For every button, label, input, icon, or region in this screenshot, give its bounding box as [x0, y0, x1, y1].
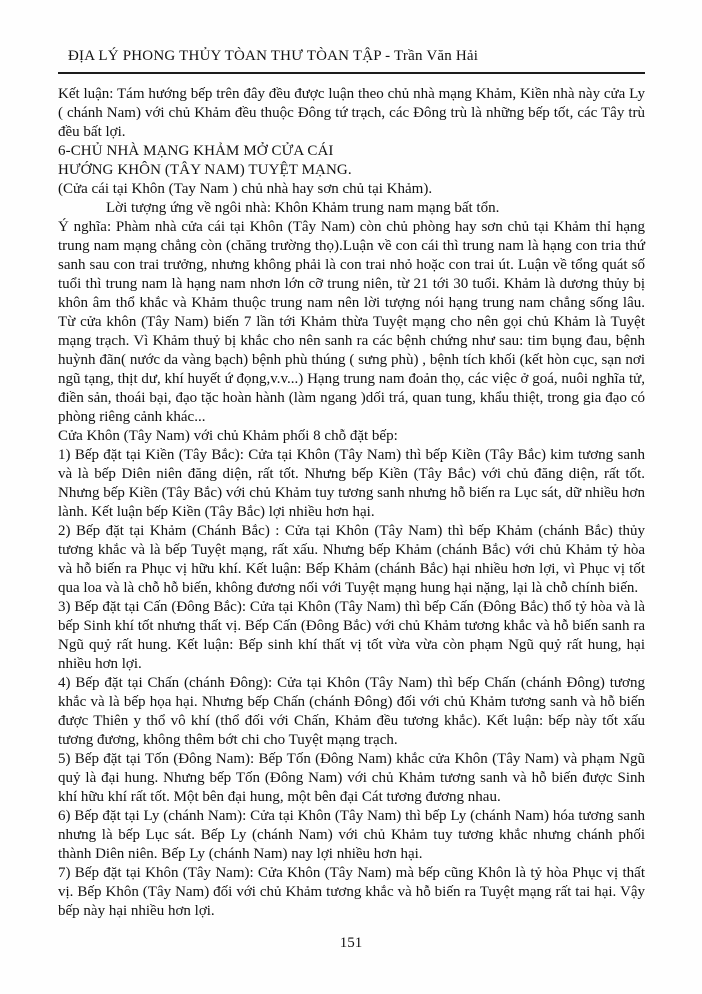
header-divider: [58, 72, 645, 74]
paragraph-stove-1-kien: 1) Bếp đặt tại Kiền (Tây Bắc): Cửa tại Khôn (Tây Nam) thì bếp Kiền (Tây Bắc) kim tương sanh và là bếp Diên niên đăng diện, rất tốt. Nhưng bếp Kiền (Tây Bắc) với chủ đăng diện, rất tốt. Nhưng bếp Kiền (Tây Bắc) với chủ Khảm tuy tương sanh nhưng hỗ biến ra Lục sát, dữ nhiều hơn lành. Kết luận bếp Kiền (Tây Bắc) lợi nhiều hơn hại.: [58, 447, 645, 520]
paragraph-stoves-intro: Cửa Khôn (Tây Nam) với chủ Khảm phối 8 chỗ đặt bếp:: [58, 428, 398, 444]
paragraph-stove-7-khon: 7) Bếp đặt tại Khôn (Tây Nam): Cửa Khôn (Tây Nam) mà bếp cũng Khôn là tỷ hòa Phục vị thất vị. Bếp Khôn (Tây Nam) đối với chủ Khảm tương khắc và hỗ biến ra Tuyệt mạng rất tai hại. Vậy bếp này hại nhiều hơn lợi.: [58, 865, 645, 919]
page-header: [58, 46, 645, 66]
page-footer: [0, 935, 702, 952]
section-heading-line1: 6-CHỦ NHÀ MẠNG KHẢM MỞ CỬA CÁI: [58, 143, 334, 159]
paragraph-stove-5-ton: 5) Bếp đặt tại Tốn (Đông Nam): Bếp Tốn (Đông Nam) khắc cửa Khôn (Tây Nam) và phạm Ngũ quỷ là đại hung. Nhưng bếp Tốn (Đông Nam) với chủ Khảm tương sanh và hỗ biến được Sinh khí hữu khí rất tốt. Một bên đại hung, một bên đại Cát tương đương nhau.: [58, 751, 645, 805]
paragraph-door-note: (Cửa cái tại Khôn (Tay Nam ) chủ nhà hay sơn chủ tại Khảm).: [58, 181, 433, 197]
paragraph-conclusion: Kết luận: Tám hướng bếp trên đây đều được luận theo chủ nhà mạng Khảm, Kiền nhà này cửa Ly ( chánh Nam) với chủ Khảm đều thuộc Đông tứ trạch, các Đông trù là những bếp tốt, các Tây trù đều bất lợi.: [58, 86, 645, 140]
paragraph-meaning: Ý nghĩa: Phàm nhà cửa cái tại Khôn (Tây Nam) còn chủ phòng hay sơn chủ tại Khảm thỉ hạng trung nam mạng chẳng còn (chăng trường thọ).Luận về con cái thì trung nam là hạng con tria thứ sanh sau con trai trưởng, nhưng không phải là con trai nhỏ hoặc con trai út. Luận về tổng quát số tuổi thì trung nam là hạng nam nhơn lớn cỡ trung niên, từ 21 tới 30 tuổi. Khảm là dương thủy bị khôn âm thổ khắc và Khảm thuộc trung nam nên lời tượng nói hạng trung nam chẳng sống lâu. Từ cửa khôn (Tây Nam) biến 7 lần tới Khảm thừa Tuyệt mạng cho nên gọi chủ Khảm là Tuyệt mạng trạch. Vì Khảm thuỷ bị khắc cho nên sanh ra các bệnh chứng như sau: tim bụng đau, bệnh huỳnh đãn( nước da vàng bạch) bệnh phù thúng ( sưng phù) , bệnh tích khối (kết hòn cục, sạn nơi ngũ tạng, thịt dư, khí huyết ứ đọng,v.v...) Hạng trung nam đoản thọ, các việc ở goá, nuôi nghĩa tử, điền sản, thoái bại, đạo tặc hoàn hành (làm ngang )dối trá, quan tung, khẩu thiệt, trong gia đạo có phòng riêng cảnh khác...: [58, 219, 645, 425]
paragraph-stove-2-kham: 2) Bếp đặt tại Khảm (Chánh Bắc) : Cửa tại Khôn (Tây Nam) thì bếp Khảm (chánh Bắc) thủy tương khắc và là bếp Tuyệt mạng, rất xấu. Nhưng bếp Khảm (chánh Bắc) với chủ Khảm tỷ hòa và hỗ biến ra Phục vị hữu khí. Kết luận: Bếp Khảm (chánh Bắc) hại nhiều hơn lợi, vì Phục vị tốt qua loa và là chỗ hỗ biến, không đương nối với Tuyệt mạng hung hại nặng, lại là chỗ chính biến.: [58, 523, 645, 596]
book-title: ĐỊA LÝ PHONG THỦY TÒAN THƯ TÒAN TẬP - Trần Văn Hải: [68, 48, 479, 64]
paragraph-omen-saying: Lời tượng ứng về ngôi nhà: Khôn Khảm trung nam mạng bất tổn.: [106, 200, 500, 216]
document-body: [58, 85, 645, 921]
paragraph-stove-3-can: 3) Bếp đặt tại Cấn (Đông Bắc): Cửa tại Khôn (Tây Nam) thì bếp Cấn (Đông Bắc) thổ tỷ hòa và là bếp Sinh khí tốt nhưng thất vị. Bếp Cấn (Đông Bắc) với chủ Khảm tương khắc và hỗ biến sanh ra Ngũ quỷ rất hung. Kết luận: Bếp sinh khí thất vị tốt vừa vừa còn phạm Ngũ quỷ rất hung, hại nhiều hơn lợi.: [58, 599, 645, 672]
page-number: 151: [339, 935, 363, 951]
paragraph-stove-6-ly: 6) Bếp đặt tại Ly (chánh Nam): Cửa tại Khôn (Tây Nam) thì bếp Ly (chánh Nam) hóa tương sanh nhưng là bếp Lục sát. Bếp Ly (chánh Nam) với chủ Khảm tuy tương khắc nhưng chánh phối thành Diên niên. Bếp Ly (chánh Nam) nay lợi nhiều hơn hại.: [58, 808, 645, 862]
section-heading-line2: HƯỚNG KHÔN (TÂY NAM) TUYỆT MẠNG.: [58, 162, 352, 178]
paragraph-stove-4-chan: 4) Bếp đặt tại Chấn (chánh Đông): Cửa tại Khôn (Tây Nam) thì bếp Chấn (chánh Đông) tương khắc và là bếp họa hại. Nhưng bếp Chấn (chánh Đông) đối với chủ Khảm tương sanh và hỗ biến được Thiên y thổ vô khí (thổ đối với Chấn, Khảm đều tương khắc). Kết luận: bếp này tốt xấu tương đương, không thêm bớt chi cho Tuyệt mạng trạch.: [58, 675, 645, 748]
